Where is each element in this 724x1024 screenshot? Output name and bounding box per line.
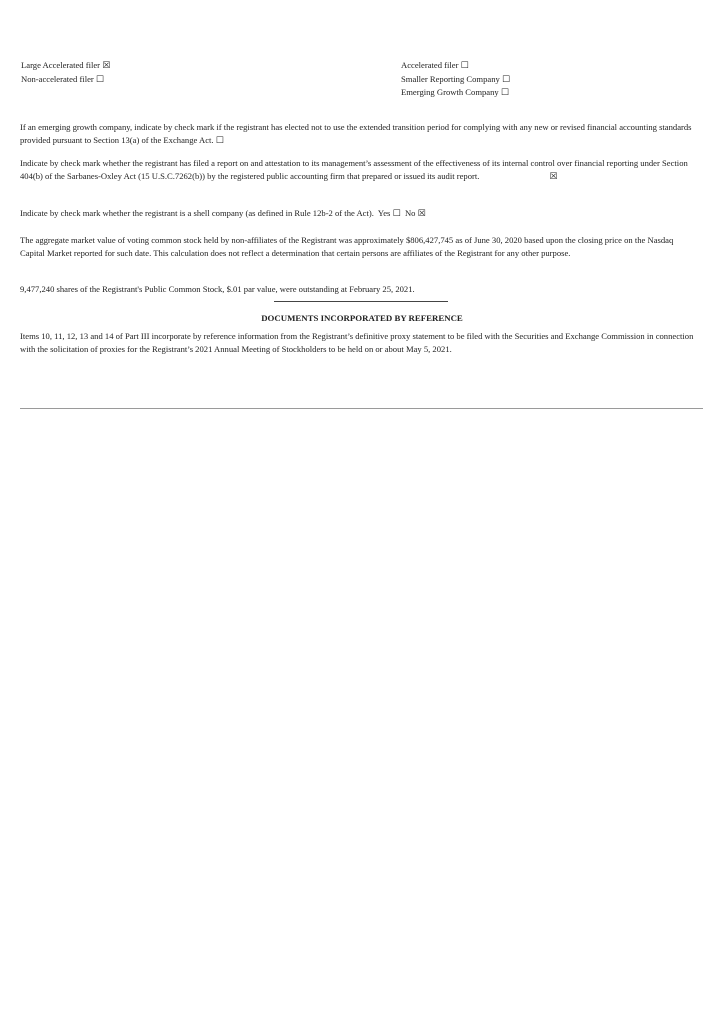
filer-status-left-column [21, 59, 110, 86]
market-value-text: The aggregate market value of voting common stock held by non-affiliates of the Registrant was approximately $806,427,745 as of June 30, 2020 based upon the closing price on the Nasdaq Capital Market reported for such date. This calculation does not reflect a determination that certain persons are affiliates of the Registrant for any other purpose. [20, 235, 674, 258]
non-accelerated-filer-row [21, 73, 110, 87]
shares-outstanding-text: 9,477,240 shares of the Registrant's Public Common Stock, $.01 par value, were outstanding at February 25, 2021. [20, 284, 415, 294]
documents-incorporated-paragraph [20, 330, 700, 355]
filer-status-grid [21, 59, 701, 99]
internal-control-checkbox[interactable]: ☒ [549, 171, 558, 182]
shell-company-text: Indicate by check mark whether the registrant is a shell company (as defined in Rule 12b-2 of the Act). [20, 208, 374, 218]
page-bottom-rule [20, 408, 703, 409]
shell-company-yes-label: Yes [377, 208, 391, 218]
internal-control-paragraph [20, 157, 700, 183]
smaller-reporting-company-row [401, 73, 510, 87]
smaller-reporting-company-label: Smaller Reporting Company [401, 73, 500, 84]
emerging-growth-checkbox[interactable]: ☐ [215, 135, 224, 146]
documents-incorporated-heading: DOCUMENTS INCORPORATED BY REFERENCE [261, 313, 463, 323]
large-accelerated-filer-checkbox[interactable]: ☒ [102, 61, 111, 71]
emerging-growth-company-label: Emerging Growth Company [401, 87, 499, 97]
smaller-reporting-company-checkbox[interactable]: ☐ [501, 74, 511, 85]
section-divider-short [274, 301, 448, 302]
emerging-growth-company-checkbox[interactable]: ☐ [500, 88, 509, 98]
filer-status-right-column [401, 59, 510, 100]
accelerated-filer-checkbox[interactable]: ☐ [460, 61, 469, 71]
non-accelerated-filer-checkbox[interactable]: ☐ [95, 74, 104, 85]
shell-company-no-label: No [404, 208, 416, 218]
non-accelerated-filer-label: Non-accelerated filer [21, 73, 94, 84]
large-accelerated-filer-label: Large Accelerated filer [21, 60, 101, 70]
market-value-paragraph [20, 234, 700, 259]
shell-company-yes-checkbox[interactable]: ☐ [392, 209, 401, 219]
emerging-growth-company-row [401, 86, 510, 100]
shell-company-paragraph [20, 207, 700, 221]
accelerated-filer-label: Accelerated filer [401, 60, 459, 70]
shares-outstanding-paragraph [20, 283, 700, 296]
emerging-growth-paragraph [20, 121, 700, 147]
emerging-growth-text: If an emerging growth company, indicate by check mark if the registrant has elected not to use the extended transition period for complying with any new or revised financial accounting standards provided pursuant to Section 13(a) of the Exchange Act. [20, 122, 692, 145]
internal-control-text: Indicate by check mark whether the registrant has filed a report on and attestation to its management’s assessment of the effectiveness of its internal control over financial reporting under Section 404(b) of the Sarbanes-Oxley Act (15 U.S.C.7262(b)) by the registered public accounting firm that prepared or issued its audit report. [20, 158, 688, 181]
documents-incorporated-text: Items 10, 11, 12, 13 and 14 of Part III incorporate by reference information from the Registrant’s definitive proxy statement to be filed with the Securities and Exchange Commission in connection with the solicitation of proxies for the Registrant’s 2021 Annual Meeting of Stockholders to be held on or about May 5, 2021. [20, 331, 694, 354]
large-accelerated-filer-row [21, 59, 110, 73]
shell-company-no-checkbox[interactable]: ☒ [417, 209, 426, 219]
accelerated-filer-row [401, 59, 510, 73]
